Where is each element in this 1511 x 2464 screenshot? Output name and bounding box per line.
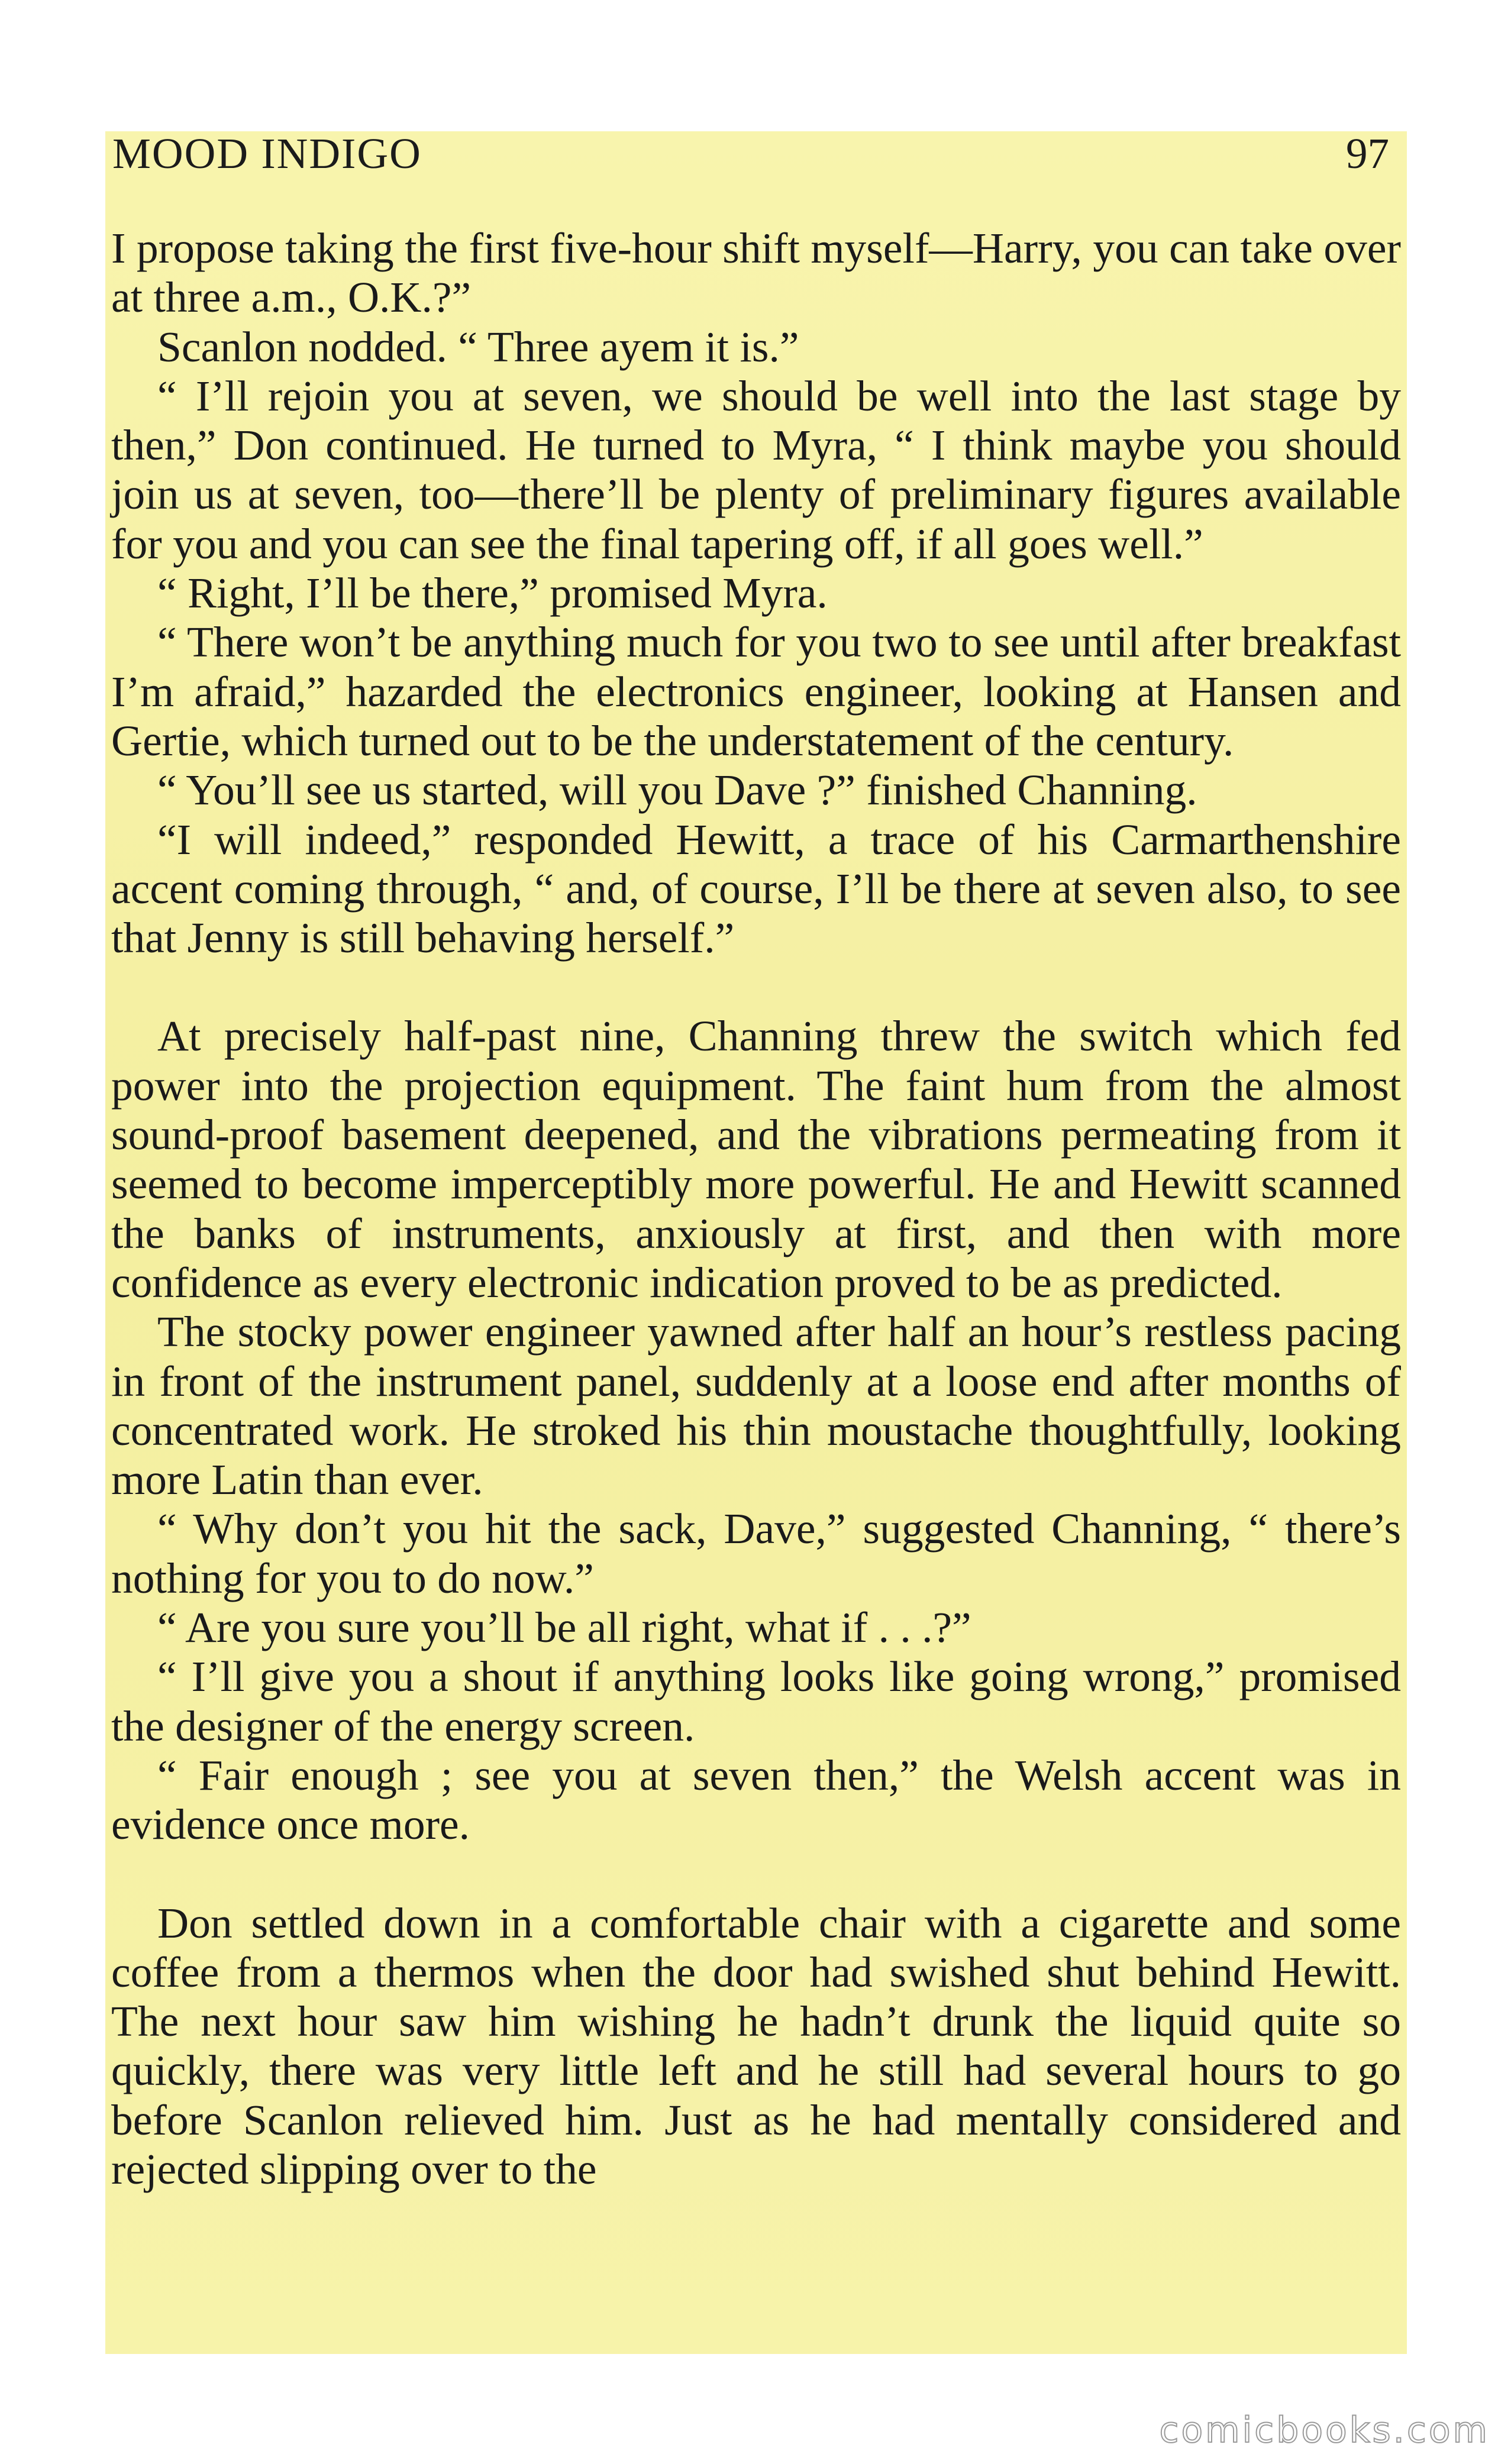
page-number: 97 <box>1346 130 1389 177</box>
paragraph: “I will indeed,” responded Hewitt, a trace of his Carmarthenshire accent coming through, “ and, of course, I’ll be there at seven also, to see that Jenny is still behaving herself.” <box>111 815 1401 962</box>
paragraph: “ I’ll give you a shout if anything looks like going wrong,” promised the designer of the energy screen. <box>111 1653 1401 1750</box>
watermark: comicbooks.com <box>1159 2410 1490 2451</box>
paragraph: “ Right, I’ll be there,” promised Myra. <box>157 569 828 617</box>
paragraph: “ There won’t be anything much for you two to see until after breakfast I’m afraid,” hazarded the electronics engineer, looking at Hansen and Gertie, which turned out to be the understatement of the century. <box>111 618 1401 765</box>
paragraph: At precisely half-past nine, Channing threw the switch which fed power into the projection equipment. The faint hum from the almost sound-proof basement deepened, and the vibrations permeating from it seemed to become imperceptibly more powerful. He and Hewitt scanned the banks of instruments, anxiously at first, and then with more confidence as every electronic indication proved to be as predicted. <box>111 1012 1401 1307</box>
paragraph: The stocky power engineer yawned after half an hour’s restless pacing in front of the instrument panel, suddenly at a loose end after months of concentrated work. He stroked his thin moustache thoughtfully, looking more Latin than ever. <box>111 1308 1401 1504</box>
paragraph: “ Are you sure you’ll be all right, what if . . .?” <box>157 1603 971 1652</box>
running-title: MOOD INDIGO <box>112 130 422 177</box>
paragraph: I propose taking the first five-hour shift myself—Harry, you can take over at three a.m., O.K.?” <box>111 224 1401 322</box>
body-text <box>111 224 1401 2194</box>
paragraph: “ Why don’t you hit the sack, Dave,” suggested Channing, “ there’s nothing for you to do now.” <box>111 1505 1401 1602</box>
paragraph: “ You’ll see us started, will you Dave ?” finished Channing. <box>157 766 1197 814</box>
paragraph: “ Fair enough ; see you at seven then,” the Welsh accent was in evidence once more. <box>111 1751 1401 1849</box>
paragraph: Don settled down in a comfortable chair with a cigarette and some coffee from a thermos when the door had swished shut behind Hewitt. The next hour saw him wishing he hadn’t drunk the liquid quite so quickly, there was very little left and he still had several hours to go before Scanlon relieved him. Just as he had mentally considered and rejected slipping over to the <box>111 1899 1401 2193</box>
page-header <box>112 129 1402 181</box>
paragraph: Scanlon nodded. “ Three ayem it is.” <box>157 322 799 371</box>
paragraph: “ I’ll rejoin you at seven, we should be well into the last stage by then,” Don continued. He turned to Myra, “ I think maybe you should join us at seven, too—there’ll be plenty of preliminary figures available for you and you can see the final tapering off, if all goes well.” <box>111 371 1401 568</box>
